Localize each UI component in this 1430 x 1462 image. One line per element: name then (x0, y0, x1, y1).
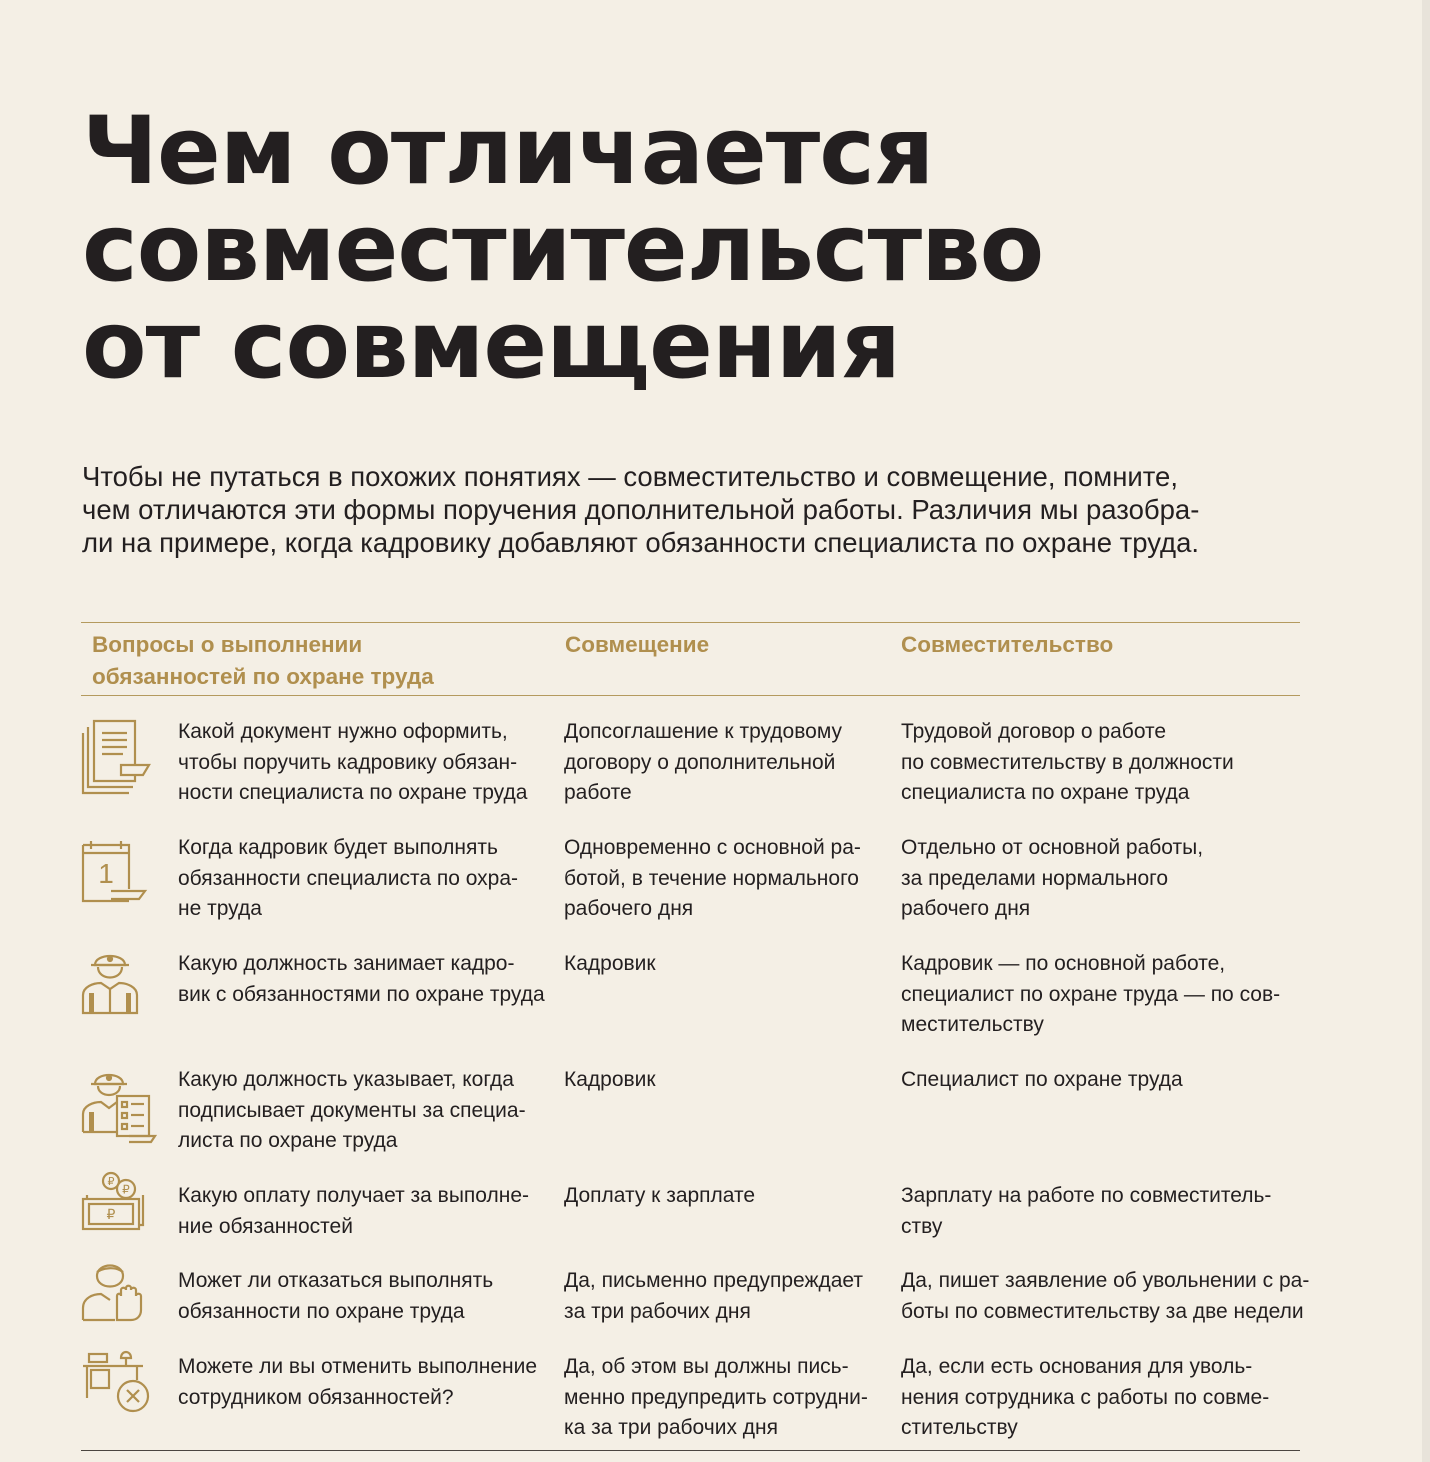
cell-line: ботой, в течение нормального (564, 866, 859, 890)
cell-line: сотрудником обязанностей? (178, 1385, 454, 1409)
cell-line: подписывает документы за специа- (178, 1098, 526, 1122)
ruble-symbol: ₽ (107, 1176, 115, 1188)
cell-line: ка за три рабочих дня (564, 1416, 778, 1439)
comparison-table (81, 622, 1310, 1439)
row-combination (564, 1266, 863, 1327)
table-bottom-rule (81, 1450, 1300, 1451)
page-edge-strip (1422, 0, 1430, 1462)
cell-line: работе (564, 781, 632, 804)
cell-line: Трудовой договор о работе (901, 720, 1167, 743)
cell-line: чтобы поручить кадровику обязан- (178, 750, 518, 774)
row-question (178, 1352, 537, 1413)
cell-line: Допсоглашение к трудовому (564, 720, 843, 743)
calendar-icon (81, 839, 149, 905)
row-part-time (901, 949, 1280, 1041)
cell-line: ности специалиста по охране труда (178, 781, 528, 804)
row-combination (564, 1181, 755, 1212)
row-question (178, 1266, 493, 1327)
cell-line: Кадровик — по основной работе, (901, 952, 1226, 975)
cell-line: Кадровик (564, 952, 656, 975)
ruble-symbol: ₽ (106, 1206, 116, 1222)
title-line: совместительство (82, 194, 1044, 303)
cell-line: Специалист по охране труда (901, 1068, 1183, 1091)
cell-line: рабочего дня (901, 897, 1031, 920)
lead-line: ли на примере, когда кадровику добавляют обязанности специалиста по охране труда. (82, 527, 1200, 558)
header-line: Совмещение (565, 632, 710, 657)
row-part-time (901, 1266, 1309, 1327)
cell-line: договору о дополнительной (564, 750, 836, 774)
cell-line: за пределами нормального (901, 866, 1169, 890)
row-part-time (901, 717, 1234, 809)
row-combination (564, 717, 842, 809)
cell-line: Какую оплату получает за выполне- (178, 1184, 530, 1207)
cell-line: ству (901, 1214, 943, 1238)
cell-line: вик с обязанностями по охране труда (178, 982, 545, 1006)
worker-icon (81, 947, 141, 1015)
person-stop-hand-icon (81, 1256, 151, 1324)
cell-line: Отдельно от основной работы, (901, 836, 1204, 859)
row-question (178, 833, 518, 925)
cell-line: Можете ли вы отменить выполнение (178, 1355, 538, 1378)
desk-cancel-icon (81, 1346, 157, 1418)
row-question (178, 717, 527, 809)
row-combination (564, 833, 861, 925)
cell-line: листа по охране труда (178, 1129, 398, 1152)
cell-line: специалиста по охране труда (901, 781, 1190, 804)
lead-line: Чтобы не путаться в похожих понятиях — совместительство и совмещение, помните, (82, 461, 1178, 492)
row-part-time (901, 833, 1203, 925)
header-line: обязанностей по охране труда (92, 664, 434, 689)
row-question (178, 949, 545, 1010)
header-part-time (901, 629, 1113, 661)
cell-line: Какую должность занимает кадро- (178, 952, 515, 975)
page-title (82, 97, 1182, 400)
title-line: Чем отличается (82, 97, 934, 206)
table-header (81, 622, 1300, 696)
document-stack-icon (81, 719, 153, 795)
cell-line: обязанности по охране труда (178, 1299, 465, 1323)
row-part-time (901, 1352, 1269, 1444)
cell-line: ние обязанностей (178, 1214, 353, 1238)
row-combination (564, 949, 656, 980)
header-line: Совместительство (901, 632, 1114, 657)
ruble-symbol: ₽ (122, 1182, 130, 1197)
row-combination (564, 1352, 868, 1444)
cell-line: боты по совместительству за две недели (901, 1299, 1304, 1323)
row-part-time (901, 1065, 1183, 1096)
cell-line: Да, письменно предупреждает (564, 1269, 864, 1292)
row-combination (564, 1065, 656, 1096)
calendar-day-number: 1 (98, 858, 114, 889)
lead-paragraph (82, 460, 1322, 559)
cell-line: обязанности специалиста по охра- (178, 866, 519, 890)
cell-line: Когда кадровик будет выполнять (178, 836, 498, 859)
cell-line: не труда (178, 897, 262, 920)
cell-line: по совместительству в должности (901, 750, 1234, 774)
cell-line: Зарплату на работе по совместитель- (901, 1184, 1272, 1207)
worker-checklist-icon (81, 1068, 157, 1146)
cell-line: Доплату к зарплате (564, 1184, 756, 1207)
cell-line: менно предупредить сотрудни- (564, 1385, 868, 1409)
header-line: Вопросы о выполнении (92, 632, 363, 657)
money-ruble-icon (81, 1169, 147, 1233)
cell-line: Одновременно с основной ра- (564, 836, 861, 859)
row-question (178, 1181, 529, 1242)
cell-line: Какую должность указывает, когда (178, 1068, 514, 1091)
cell-line: за три рабочих дня (564, 1299, 751, 1323)
row-part-time (901, 1181, 1271, 1242)
cell-line: Да, об этом вы должны пись- (564, 1355, 849, 1378)
cell-line: нения сотрудника с работы по совме- (901, 1385, 1270, 1409)
header-combination (565, 629, 709, 661)
cell-line: Кадровик (564, 1068, 656, 1091)
cell-line: Да, если есть основания для уволь- (901, 1355, 1253, 1378)
header-question (92, 629, 434, 693)
cell-line: Да, пишет заявление об увольнении с ра- (901, 1269, 1310, 1292)
cell-line: местительству (901, 1013, 1044, 1036)
lead-line: чем отличаются эти формы поручения дополнительной работы. Различия мы разобра- (82, 494, 1200, 525)
row-question (178, 1065, 526, 1157)
cell-line: рабочего дня (564, 897, 694, 920)
title-line: от совмещения (82, 291, 900, 400)
cell-line: Может ли отказаться выполнять (178, 1269, 494, 1292)
cell-line: Какой документ нужно оформить, (178, 720, 508, 743)
cell-line: стительству (901, 1416, 1018, 1439)
cell-line: специалист по охране труда — по сов- (901, 982, 1281, 1006)
